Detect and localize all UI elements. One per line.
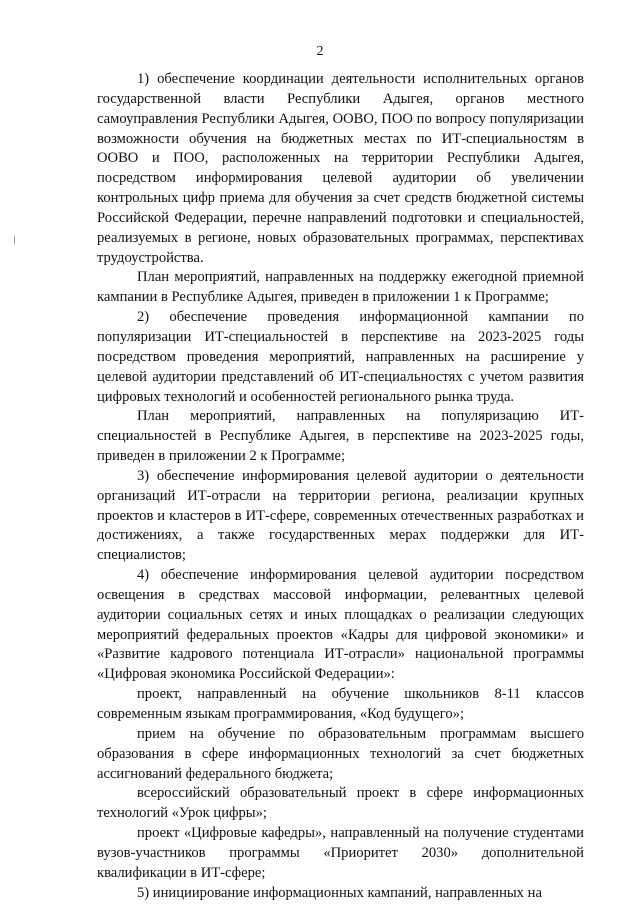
page-number: 2 — [316, 44, 324, 59]
paragraph-code-of-future: проект, направленный на обучение школьников 8-11 классов современным языкам программирования, «Код будущего»; — [97, 686, 584, 722]
paragraph-media-coverage: 4) обеспечение информирования целевой аудитории посредством освещения в средствах массовой информации, релевантных целевой аудитории социальных сетях и иных площадках о реализации следующих мероприятий федеральных проектов «Кадры для цифровой экономики» и «Развитие кадрового потенциала ИТ-отрасли» национальной программы «Цифровая экономика Российской Федерации»: — [97, 567, 584, 683]
paragraph-budget-admission: прием на обучение по образовательным программам высшего образования в сфере информационных технологий за счет бюджетных ассигнований федерального бюджета; — [97, 725, 584, 782]
paragraph-digital-departments: проект «Цифровые кафедры», направленный на получение студентами вузов-участников программы «Приоритет 2030» дополнительной квалификации в ИТ-сфере; — [97, 825, 584, 881]
document-body — [97, 70, 584, 903]
paragraph-admission-plan: План мероприятий, направленных на поддержку ежегодной приемной кампании в Республике Адыгея, приведен в приложении 1 к Программе; — [97, 269, 584, 306]
paragraph-digital-lesson: всероссийский образовательный проект в сфере информационных технологий «Урок цифры»; — [97, 785, 584, 822]
paragraph-coordination: 1) обеспечение координации деятельности исполнительных органов государственной власти Республики Адыгея, органов местного самоуправления Республики Адыгея, ООВО, ПОО по вопросу популяризации возможности обучения на бюджетных местах по ИТ-специальностям в ООВО и ПОО, расположенных на территории Республики Адыгея, посредством информирования целевой аудитории об увеличении контрольных цифр приема для обучения за счет средств бюджетной системы Российской Федерации, перечне направлений подготовки и специальностей, реализуемых в регионе, новых образовательных программах, перспективах трудоустройства. — [97, 71, 584, 266]
paragraph-it-organizations: 3) обеспечение информирования целевой аудитории о деятельности организаций ИТ-отрасли на территории региона, реализации крупных проектов и кластеров в ИТ-сфере, современных отечественных разработках и достижениях, а также государственных мерах поддержки для ИТ-специалистов; — [97, 467, 584, 564]
paragraph-info-campaign: 2) обеспечение проведения информационной кампании по популяризации ИТ-специальностей в перспективе на 2023-2025 годы посредством проведения мероприятий, направленных на расширение у целевой аудитории представлений об ИТ-специальностях с учетом развития цифровых технологий и особенностей регионального рынка труда. — [97, 309, 584, 405]
paragraph-popularization-plan: План мероприятий, направленных на популяризацию ИТ-специальностей в Республике Адыгея, в перспективе на 2023-2025 годы, приведен в приложении 2 к Программе; — [97, 408, 584, 465]
paragraph-info-campaigns: 5) инициирование информационных кампаний, направленных на — [137, 884, 542, 901]
margin-mark — [14, 236, 15, 244]
